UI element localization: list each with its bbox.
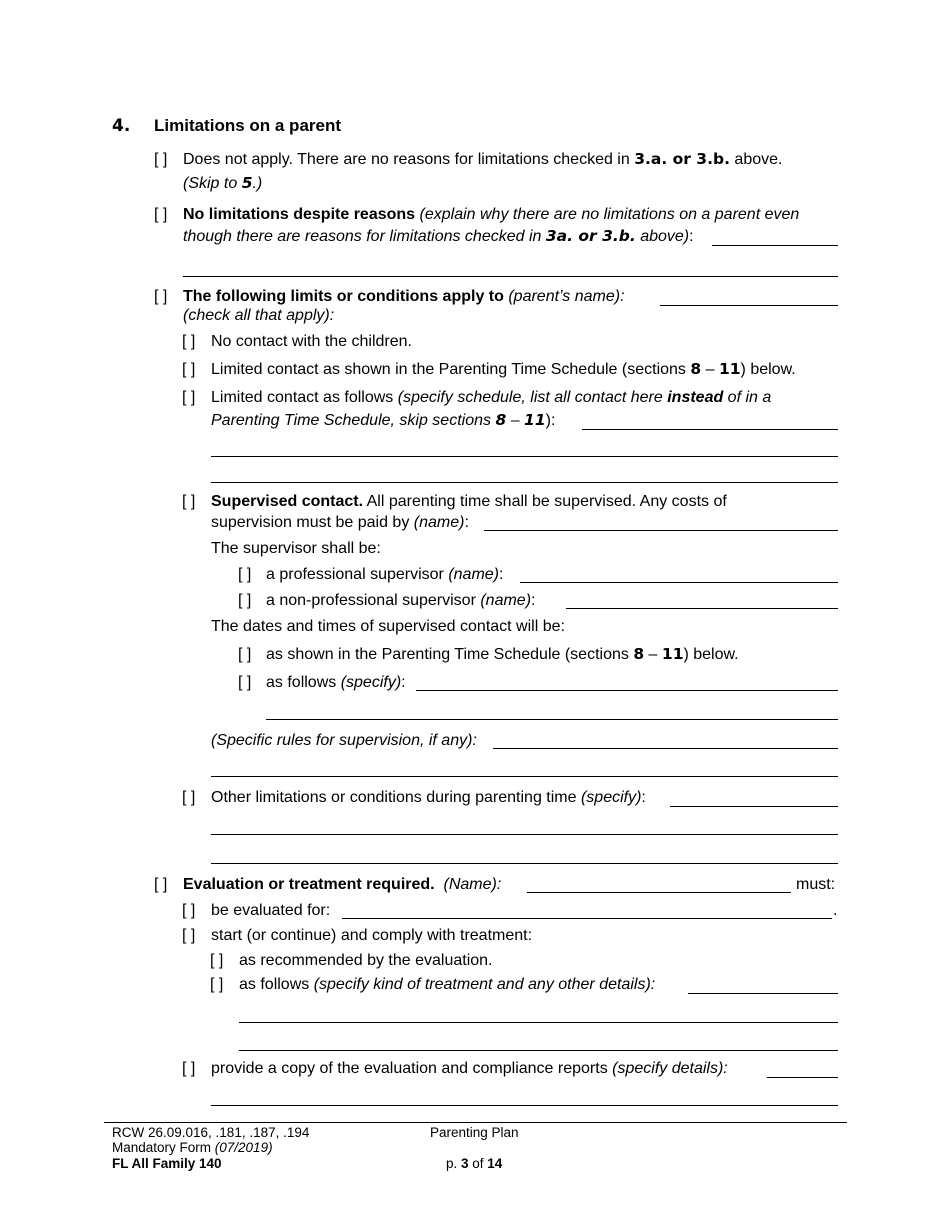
- copy-reports-blank-1[interactable]: [767, 1077, 838, 1078]
- supervised-line2: supervision must be paid by (name):: [211, 514, 469, 531]
- supervisor-shall-text: The supervisor shall be:: [211, 540, 381, 557]
- evaluated-period: .: [833, 902, 838, 919]
- evaluated-text: be evaluated for:: [211, 902, 331, 919]
- no-limitations-blank-1[interactable]: [712, 245, 838, 246]
- checkbox-evaluation[interactable]: [ ]: [154, 876, 168, 893]
- must-text: must:: [796, 876, 836, 893]
- supervision-payer-field[interactable]: [484, 530, 838, 531]
- checkbox-supervised[interactable]: [ ]: [182, 493, 196, 510]
- treatment-follows-blank-1[interactable]: [688, 993, 838, 994]
- copy-reports-blank-2[interactable]: [211, 1105, 838, 1106]
- evaluation-name-field[interactable]: [527, 892, 791, 893]
- checkbox-no-contact[interactable]: [ ]: [182, 333, 196, 350]
- checkbox-professional[interactable]: [ ]: [238, 566, 252, 583]
- specific-rules-blank-2[interactable]: [211, 776, 838, 777]
- parent-name-field[interactable]: [660, 305, 838, 306]
- checkbox-other-limits[interactable]: [ ]: [182, 789, 196, 806]
- limited-follows-line1: Limited contact as follows (specify schedule, list all contact here instead of in a: [211, 389, 772, 406]
- specific-rules-label: (Specific rules for supervision, if any):: [211, 732, 477, 749]
- does-not-apply-text: Does not apply. There are no reasons for limitations checked in 3.a. or 3.b. above.: [183, 150, 783, 168]
- checkbox-evaluated[interactable]: [ ]: [182, 902, 196, 919]
- no-limitations-line1: No limitations despite reasons (explain why there are no limitations on a parent even: [183, 206, 800, 223]
- checkbox-does-not-apply[interactable]: [ ]: [154, 151, 168, 168]
- as-follows-blank-1[interactable]: [416, 690, 838, 691]
- checkbox-no-limitations[interactable]: [ ]: [154, 206, 168, 223]
- as-follows-text: as follows (specify):: [266, 674, 406, 691]
- non-professional-name-field[interactable]: [566, 608, 838, 609]
- checkbox-limited-follows[interactable]: [ ]: [182, 389, 196, 406]
- treatment-follows-blank-3[interactable]: [239, 1050, 838, 1051]
- checkbox-limits-apply[interactable]: [ ]: [154, 288, 168, 305]
- skip-note: (Skip to 5.): [183, 174, 263, 192]
- dates-times-text: The dates and times of supervised contact will be:: [211, 618, 565, 635]
- limited-follows-line2: Parenting Time Schedule, skip sections 8 – 11):: [211, 411, 556, 429]
- section-title: Limitations on a parent: [154, 116, 342, 135]
- treatment-text: start (or continue) and comply with treatment:: [211, 927, 533, 944]
- specific-rules-blank-1[interactable]: [493, 748, 838, 749]
- checkbox-treatment[interactable]: [ ]: [182, 927, 196, 944]
- checkbox-recommended[interactable]: [ ]: [210, 952, 224, 969]
- supervised-line1: Supervised contact. All parenting time shall be supervised. Any costs of: [211, 493, 727, 510]
- copy-reports-text: provide a copy of the evaluation and compliance reports (specify details):: [211, 1060, 728, 1077]
- other-limits-blank-2[interactable]: [211, 834, 838, 835]
- checkbox-non-professional[interactable]: [ ]: [238, 592, 252, 609]
- checkbox-limited-schedule[interactable]: [ ]: [182, 361, 196, 378]
- no-limitations-line2: though there are reasons for limitations checked in 3a. or 3.b. above):: [183, 227, 694, 245]
- non-professional-text: a non-professional supervisor (name):: [266, 592, 536, 609]
- checkbox-copy-reports[interactable]: [ ]: [182, 1060, 196, 1077]
- as-shown-text: as shown in the Parenting Time Schedule (sections 8 – 11) below.: [266, 645, 739, 663]
- footer-rcw: RCW 26.09.016, .181, .187, .194: [112, 1125, 310, 1140]
- as-follows-blank-2[interactable]: [266, 719, 838, 720]
- other-limits-blank-1[interactable]: [670, 806, 838, 807]
- limited-follows-blank-1[interactable]: [582, 429, 838, 430]
- no-contact-text: No contact with the children.: [211, 333, 412, 350]
- checkbox-as-follows[interactable]: [ ]: [238, 674, 252, 691]
- limited-follows-blank-2[interactable]: [211, 456, 838, 457]
- footer-form-id: FL All Family 140: [112, 1156, 222, 1171]
- section-number: 4.: [112, 116, 131, 136]
- treatment-follows-text: as follows (specify kind of treatment and any other details):: [239, 976, 656, 993]
- evaluated-for-field[interactable]: [342, 918, 832, 919]
- footer-divider: [104, 1122, 847, 1123]
- footer-mandatory: Mandatory Form (07/2019): [112, 1140, 273, 1155]
- professional-text: a professional supervisor (name):: [266, 566, 504, 583]
- limits-apply-text: The following limits or conditions apply to (parent’s name):: [183, 288, 625, 305]
- treatment-follows-blank-2[interactable]: [239, 1022, 838, 1023]
- footer-page-number: p. 3 of 14: [446, 1156, 503, 1171]
- other-limits-text: Other limitations or conditions during parenting time (specify):: [211, 789, 646, 806]
- footer-doc-title: Parenting Plan: [430, 1125, 519, 1140]
- no-limitations-blank-2[interactable]: [183, 276, 838, 277]
- check-all-note: (check all that apply):: [183, 307, 335, 324]
- limited-schedule-text: Limited contact as shown in the Parenting Time Schedule (sections 8 – 11) below.: [211, 360, 796, 378]
- evaluation-text: Evaluation or treatment required. (Name):: [183, 876, 502, 893]
- professional-name-field[interactable]: [520, 582, 838, 583]
- recommended-text: as recommended by the evaluation.: [239, 952, 493, 969]
- limited-follows-blank-3[interactable]: [211, 482, 838, 483]
- checkbox-as-shown[interactable]: [ ]: [238, 646, 252, 663]
- other-limits-blank-3[interactable]: [211, 863, 838, 864]
- checkbox-treatment-follows[interactable]: [ ]: [210, 976, 224, 993]
